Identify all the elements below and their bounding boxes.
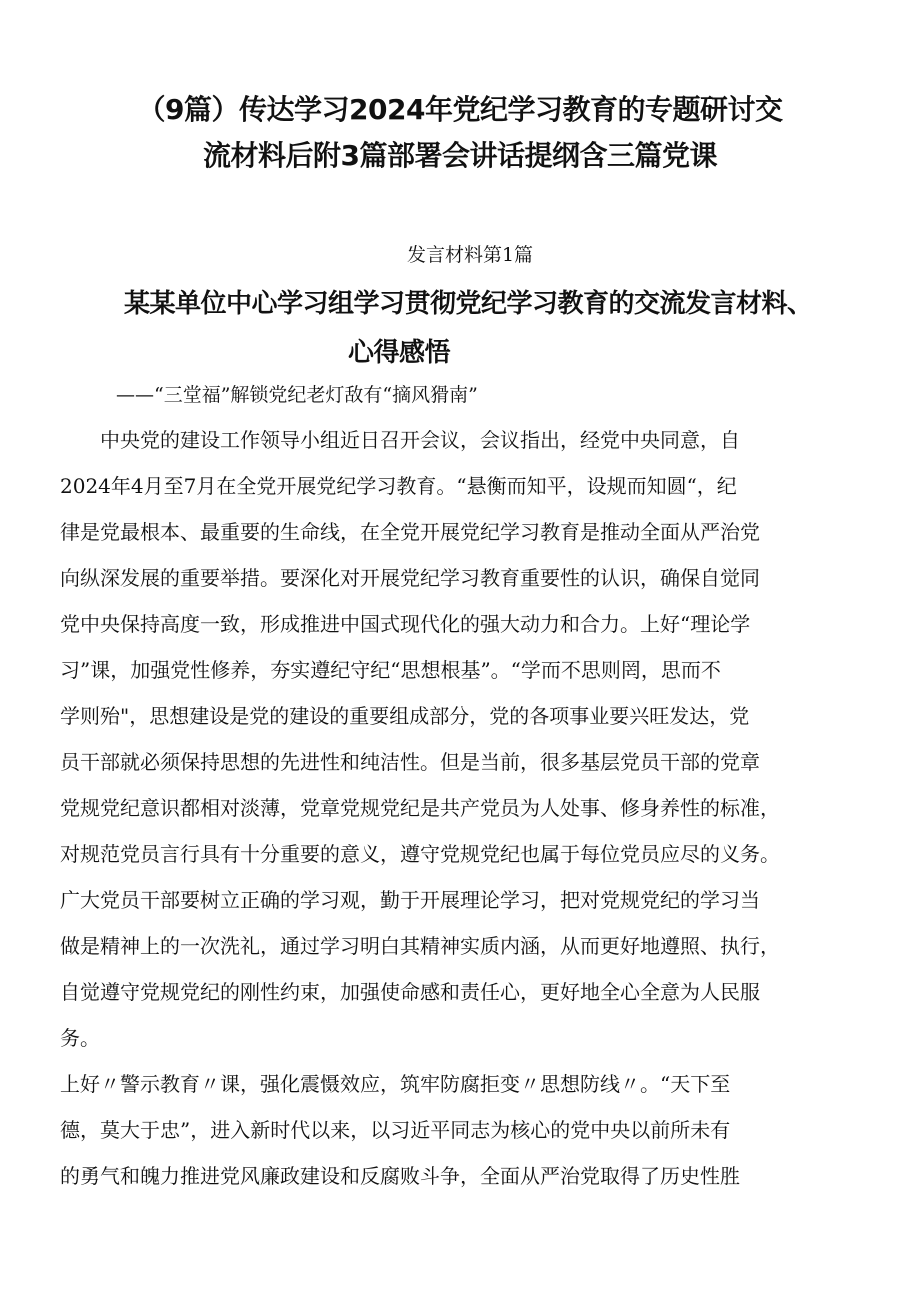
body-line: 自觉遵守党规党纪的刚性约束，加强使命感和责任心，更好地全心全意为人民服 (60, 980, 760, 1004)
section-subtitle: ——“三堂福”解锁党纪老灯敌有“摘风猾南” (116, 384, 478, 406)
body-line: 党规党纪意识都相对淡薄，党章党规党纪是共产党员为人处事、修身养性的标准， (60, 796, 780, 820)
body-line: 广大党员干部要树立正确的学习观，勤于开展理论学习，把对党规党纪的学习当 (60, 888, 760, 912)
body-line: 律是党最根本、最重要的生命线，在全党开展党纪学习教育是推动全面从严治党 (60, 520, 760, 544)
body-line: 中央党的建设工作领导小组近日召开会议，会议指出，经党中央同意，自 (60, 428, 740, 452)
section-heading-line-1: 某某单位中心学习组学习贯彻党纪学习教育的交流发言材料、 (124, 289, 813, 319)
body-line: 学则殆"，思想建设是党的建设的重要组成部分，党的各项事业要兴旺发达，党 (60, 704, 750, 728)
body-line: 的勇气和魄力推进党风廉政建设和反腐败斗争，全面从严治党取得了历史性胜 (60, 1164, 740, 1188)
document-title-line-1: （9篇）传达学习2024年党纪学习教育的专题研讨交 (137, 93, 783, 126)
body-line: 德，莫大于忠”，进入新时代以来，以习近平同志为核心的党中央以前所未有 (60, 1118, 731, 1142)
body-line: 2024年4月至7月在全党开展党纪学习教育。“悬衡而知平，设规而知圆“，纪 (60, 474, 737, 498)
document-title-line-2: 流材料后附3篇部署会讲话提纲含三篇党课 (203, 139, 717, 172)
section-heading-line-2: 心得感悟 (348, 338, 451, 368)
body-line: 务。 (60, 1026, 100, 1050)
body-line: 党中央保持高度一致，形成推进中国式现代化的强大动力和合力。上好“理论学 (60, 612, 751, 636)
body-line: 做是精神上的一次洗礼，通过学习明白其精神实质内涵，从而更好地遵照、执行， (60, 934, 780, 958)
body-line: 习”课，加强党性修养，夯实遵纪守纪“思想根基”。“学而不思则罔，思而不 (60, 658, 721, 682)
section-label: 发言材料第1篇 (406, 244, 534, 266)
body-line: 上好〃警示教育〃课，强化震慑效应，筑牢防腐拒变〃思想防线〃。“天下至 (60, 1072, 731, 1096)
body-line: 对规范党员言行具有十分重要的意义，遵守党规党纪也属于每位党员应尽的义务。 (60, 842, 780, 866)
body-line: 向纵深发展的重要举措。要深化对开展党纪学习教育重要性的认识，确保自觉同 (60, 566, 760, 590)
body-line: 员干部就必须保持思想的先进性和纯洁性。但是当前，很多基层党员干部的党章 (60, 750, 760, 774)
